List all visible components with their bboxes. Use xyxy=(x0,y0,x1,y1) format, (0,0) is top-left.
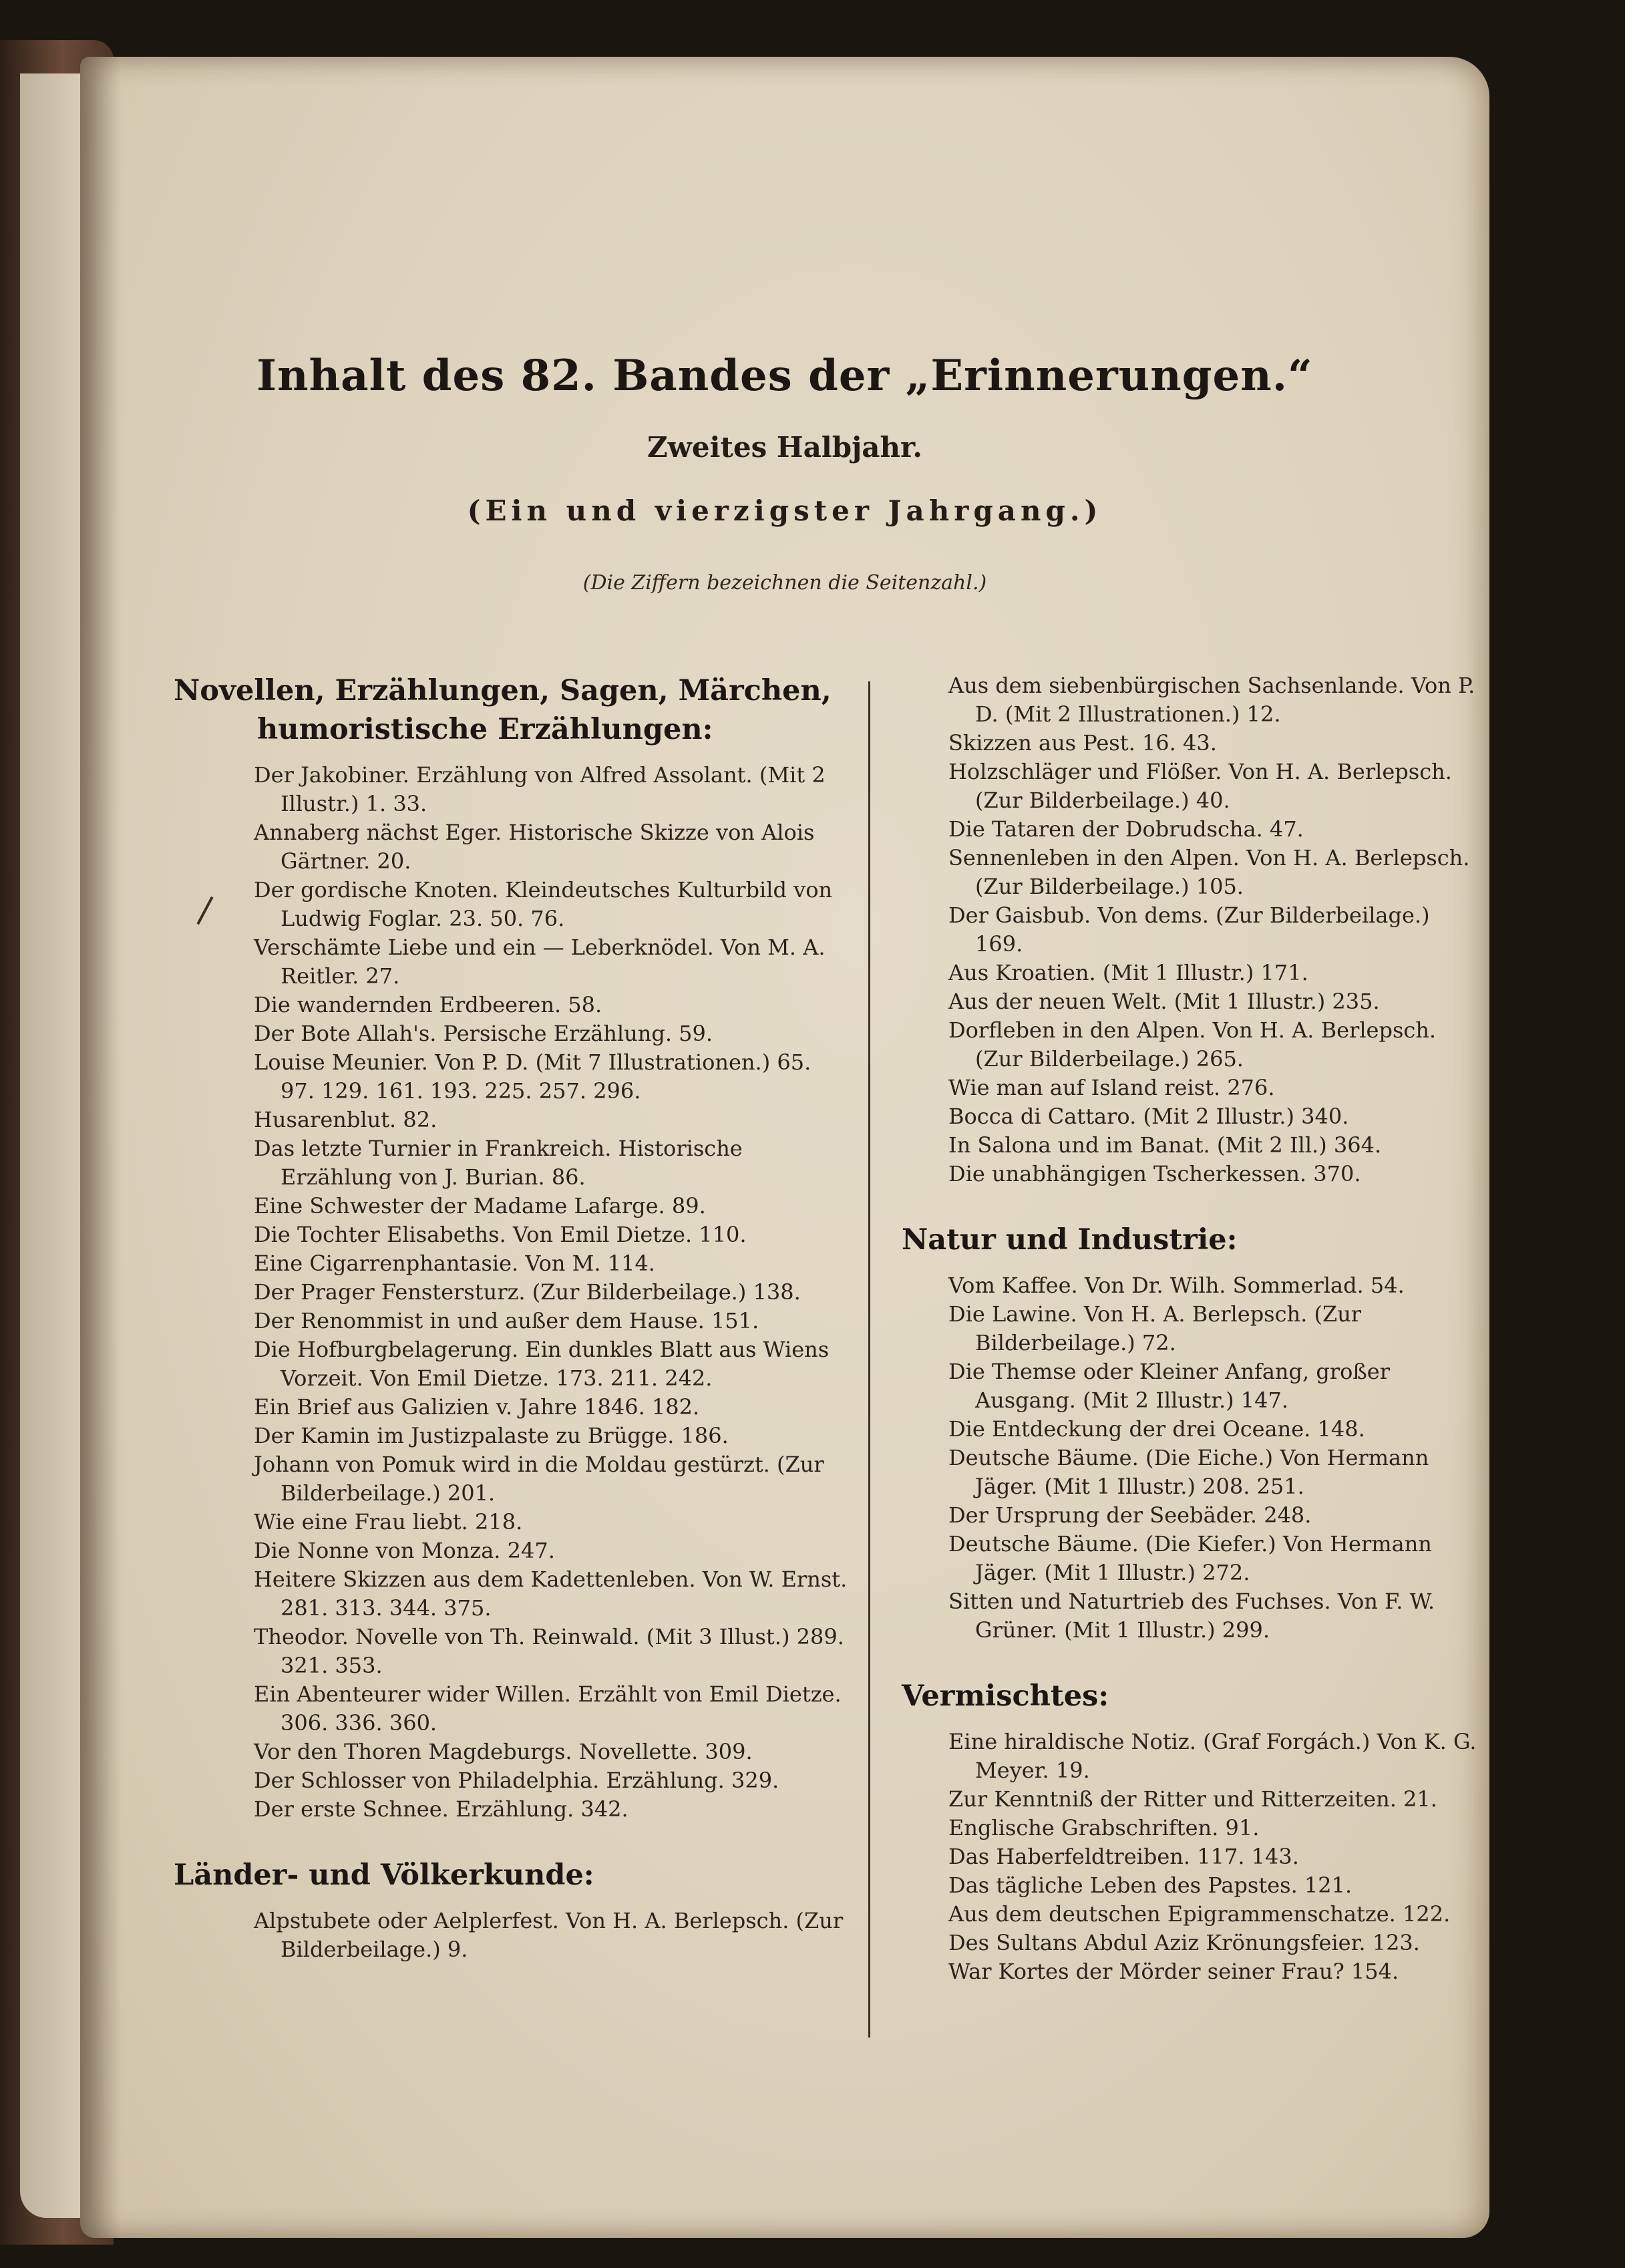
page-title: Inhalt des 82. Bandes der „Erinnerungen.“ xyxy=(256,351,1313,401)
toc-entry: Ein Abenteurer wider Willen. Erzählt von Emil Dietze. 306. 336. 360. xyxy=(254,1681,842,1736)
toc-entry: Louise Meunier. Von P. D. (Mit 7 Illustrationen.) 65. 97. 129. 161. 193. 225. 257. 296. xyxy=(254,1049,811,1104)
toc-entry: Johann von Pomuk wird in die Moldau gestürzt. (Zur Bilderbeilage.) 201. xyxy=(254,1452,824,1506)
section-heading-vermischtes: Vermischtes: xyxy=(902,1679,1109,1713)
toc-entry: Vor den Thoren Magdeburgs. Novellette. 309. xyxy=(254,1739,753,1764)
entry-list-laender-continued xyxy=(902,671,1483,1188)
toc-entry: Aus dem siebenbürgischen Sachsenlande. Von P. D. (Mit 2 Illustrationen.) 12. xyxy=(948,673,1475,727)
toc-entry: Wie man auf Island reist. 276. xyxy=(948,1075,1275,1100)
toc-entry: Eine Cigarrenphantasie. Von M. 114. xyxy=(254,1251,655,1276)
toc-entry: Das letzte Turnier in Frankreich. Historische Erzählung von J. Burian. 86. xyxy=(254,1136,743,1190)
toc-entry: Vom Kaffee. Von Dr. Wilh. Sommerlad. 54. xyxy=(948,1273,1405,1298)
left-column xyxy=(174,671,848,1964)
toc-entry: Eine Schwester der Madame Lafarge. 89. xyxy=(254,1193,706,1219)
toc-entry: Die Entdeckung der drei Oceane. 148. xyxy=(948,1416,1365,1442)
toc-entry: Der Prager Fenstersturz. (Zur Bilderbeilage.) 138. xyxy=(254,1279,801,1305)
toc-entry: War Kortes der Mörder seiner Frau? 154. xyxy=(948,1959,1399,1984)
toc-entry: Sitten und Naturtrieb des Fuchses. Von F. W. Grüner. (Mit 1 Illustr.) 299. xyxy=(948,1589,1435,1643)
toc-entry: Die Tataren der Dobrudscha. 47. xyxy=(948,816,1304,842)
toc-entry: Zur Kenntniß der Ritter und Ritterzeiten. 21. xyxy=(948,1786,1437,1812)
toc-entry: Annaberg nächst Eger. Historische Skizze von Alois Gärtner. 20. xyxy=(254,820,815,874)
toc-entry: Das tägliche Leben des Papstes. 121. xyxy=(948,1873,1352,1898)
toc-entry: Husarenblut. 82. xyxy=(254,1107,437,1132)
entry-list-laender xyxy=(174,1907,848,1964)
toc-entry: Englische Grabschriften. 91. xyxy=(948,1815,1260,1840)
toc-entry: Eine hiraldische Notiz. (Graf Forgách.) Von K. G. Meyer. 19. xyxy=(948,1729,1477,1783)
toc-entry: Dorfleben in den Alpen. Von H. A. Berlepsch. (Zur Bilderbeilage.) 265. xyxy=(948,1017,1437,1072)
toc-entry: Die unabhängigen Tscherkessen. 370. xyxy=(948,1161,1361,1186)
toc-entry: Des Sultans Abdul Aziz Krönungsfeier. 123. xyxy=(948,1930,1420,1955)
toc-entry: Ein Brief aus Galizien v. Jahre 1846. 182. xyxy=(254,1394,700,1420)
entry-list-natur xyxy=(902,1271,1483,1645)
toc-entry: Skizzen aus Pest. 16. 43. xyxy=(948,730,1217,756)
toc-entry: Aus Kroatien. (Mit 1 Illustr.) 171. xyxy=(948,960,1308,985)
section-heading-laender: Länder- und Völkerkunde: xyxy=(174,1858,594,1892)
page-subtitle: Zweites Halbjahr. xyxy=(647,431,922,464)
toc-entry: Der Gaisbub. Von dems. (Zur Bilderbeilage.) 169. xyxy=(948,903,1430,957)
page-note: (Die Ziffern bezeichnen die Seitenzahl.) xyxy=(582,571,987,595)
toc-entry: Wie eine Frau liebt. 218. xyxy=(254,1509,523,1534)
toc-entry: Deutsche Bäume. (Die Kiefer.) Von Hermann Jäger. (Mit 1 Illustr.) 272. xyxy=(948,1531,1432,1585)
toc-entry: Aus der neuen Welt. (Mit 1 Illustr.) 235. xyxy=(948,989,1380,1014)
toc-entry: Der erste Schnee. Erzählung. 342. xyxy=(254,1796,628,1822)
toc-entry: Holzschläger und Flößer. Von H. A. Berlepsch. (Zur Bilderbeilage.) 40. xyxy=(948,759,1452,813)
toc-entry: Theodor. Novelle von Th. Reinwald. (Mit 3 Illust.) 289. 321. 353. xyxy=(254,1624,844,1678)
toc-entry: Die Lawine. Von H. A. Berlepsch. (Zur Bilderbeilage.) 72. xyxy=(948,1301,1362,1355)
section-heading-natur: Natur und Industrie: xyxy=(902,1223,1238,1257)
toc-entry: Verschämte Liebe und ein — Leberknödel. Von M. A. Reitler. 27. xyxy=(254,935,826,989)
toc-entry: Sennenleben in den Alpen. Von H. A. Berlepsch. (Zur Bilderbeilage.) 105. xyxy=(948,845,1470,899)
toc-entry: Heitere Skizzen aus dem Kadettenleben. Von W. Ernst. 281. 313. 344. 375. xyxy=(254,1567,848,1621)
toc-entry: Alpstubete oder Aelplerfest. Von H. A. Berlepsch. (Zur Bilderbeilage.) 9. xyxy=(254,1908,844,1962)
toc-entry: Der Schlosser von Philadelphia. Erzählung. 329. xyxy=(254,1768,779,1793)
toc-entry: Die Themse oder Kleiner Anfang, großer Ausgang. (Mit 2 Illustr.) 147. xyxy=(948,1359,1390,1413)
toc-entry: Die Hofburgbelagerung. Ein dunkles Blatt aus Wiens Vorzeit. Von Emil Dietze. 173. 211. 242. xyxy=(254,1337,830,1391)
toc-entry: Deutsche Bäume. (Die Eiche.) Von Hermann Jäger. (Mit 1 Illustr.) 208. 251. xyxy=(948,1445,1429,1499)
column-divider xyxy=(868,681,870,2038)
page xyxy=(80,57,1489,2238)
toc-entry: In Salona und im Banat. (Mit 2 Ill.) 364. xyxy=(948,1132,1382,1158)
volume-year: (Ein und vierzigster Jahrgang.) xyxy=(467,494,1103,527)
toc-entry: Der Ursprung der Seebäder. 248. xyxy=(948,1502,1312,1528)
entry-list-novellen xyxy=(174,761,848,1824)
toc-entry: Das Haberfeldtreiben. 117. 143. xyxy=(948,1844,1299,1869)
toc-entry: Der Jakobiner. Erzählung von Alfred Assolant. (Mit 2 Illustr.) 1. 33. xyxy=(254,762,826,816)
toc-entry: Der gordische Knoten. Kleindeutsches Kulturbild von Ludwig Foglar. 23. 50. 76. xyxy=(254,877,833,931)
toc-entry: Der Renommist in und außer dem Hause. 151. xyxy=(254,1308,759,1333)
toc-entry: Die wandernden Erdbeeren. 58. xyxy=(254,992,602,1017)
toc-entry: Aus dem deutschen Epigrammenschatze. 122. xyxy=(948,1901,1451,1927)
entry-list-vermischtes xyxy=(902,1728,1483,1986)
toc-entry: Der Bote Allah's. Persische Erzählung. 59. xyxy=(254,1021,713,1046)
right-column xyxy=(902,671,1483,1986)
toc-entry: Die Tochter Elisabeths. Von Emil Dietze. 110. xyxy=(254,1222,747,1247)
toc-entry: Bocca di Cattaro. (Mit 2 Illustr.) 340. xyxy=(948,1104,1349,1129)
toc-entry: Die Nonne von Monza. 247. xyxy=(254,1538,555,1563)
toc-entry: Der Kamin im Justizpalaste zu Brügge. 186. xyxy=(254,1423,729,1448)
section-heading-novellen: Novellen, Erzählungen, Sagen, Märchen, humoristische Erzählungen: xyxy=(174,674,832,746)
